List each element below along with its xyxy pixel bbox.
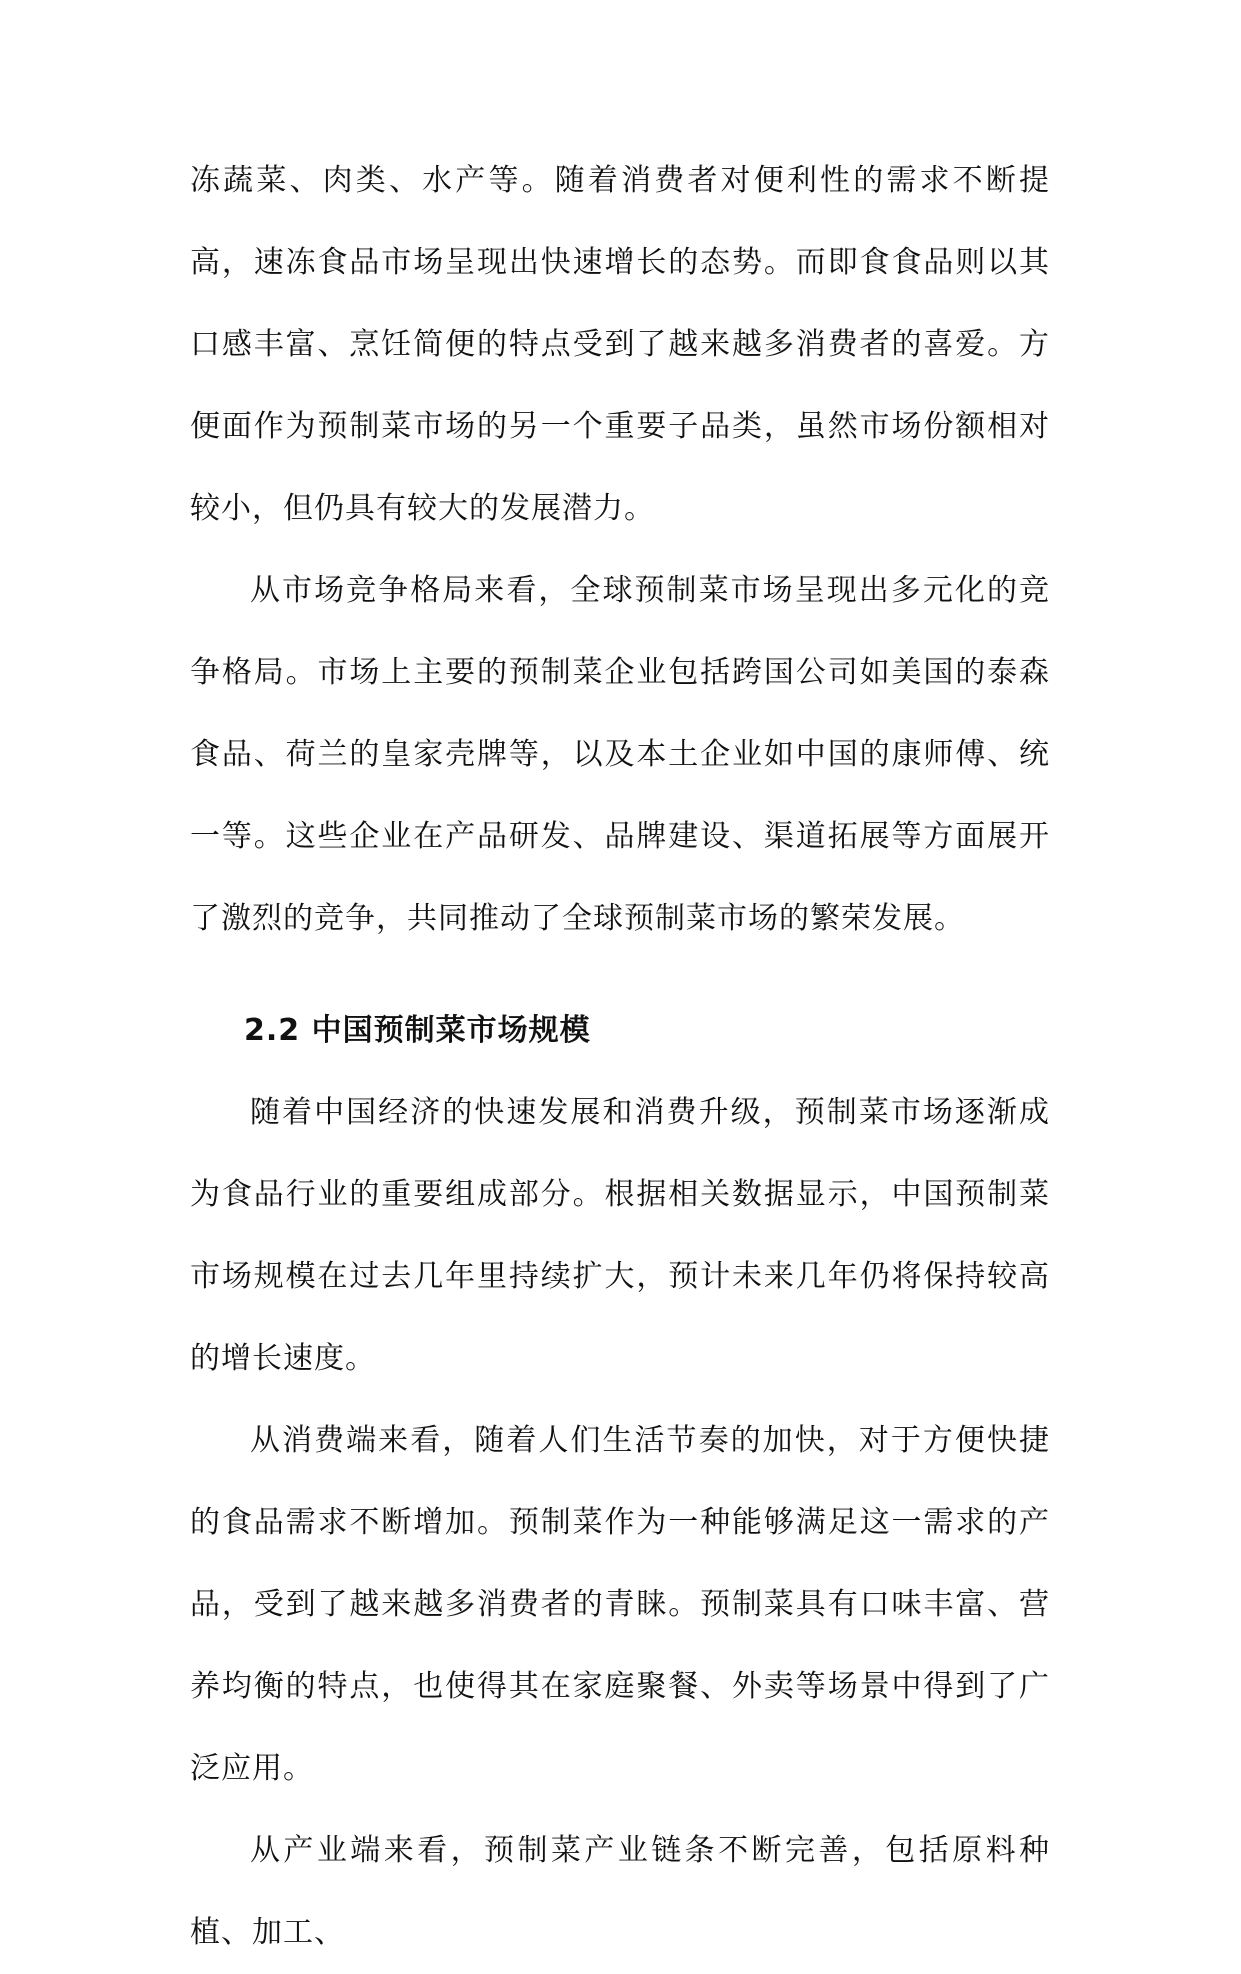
paragraph-competition: 从市场竞争格局来看，全球预制菜市场呈现出多元化的竞争格局。市场上主要的预制菜企业包括跨国公司如美国的泰森食品、荷兰的皇家壳牌等，以及本土企业如中国的康师傅、统一等。这些企业在产品研发、品牌建设、渠道拓展等方面展开了激烈的竞争，共同推动了全球预制菜市场的繁荣发展。	[190, 573, 1050, 936]
document-body	[190, 140, 1050, 1974]
paragraph-market-scale: 随着中国经济的快速发展和消费升级，预制菜市场逐渐成为食品行业的重要组成部分。根据相关数据显示，中国预制菜市场规模在过去几年里持续扩大，预计未来几年仍将保持较高的增长速度。	[190, 1095, 1050, 1376]
paragraph-industry-side: 从产业端来看，预制菜产业链条不断完善，包括原料种植、加工、	[190, 1833, 1050, 1950]
paragraph-continued: 冻蔬菜、肉类、水产等。随着消费者对便利性的需求不断提高，速冻食品市场呈现出快速增长的态势。而即食食品则以其口感丰富、烹饪简便的特点受到了越来越多消费者的喜爱。方便面作为预制菜市场的另一个重要子品类，虽然市场份额相对较小，但仍具有较大的发展潜力。	[190, 163, 1050, 526]
section-heading: 2.2 中国预制菜市场规模	[244, 1013, 591, 1048]
paragraph-consumer-side: 从消费端来看，随着人们生活节奏的加快，对于方便快捷的食品需求不断增加。预制菜作为一种能够满足这一需求的产品，受到了越来越多消费者的青睐。预制菜具有口味丰富、营养均衡的特点，也使得其在家庭聚餐、外卖等场景中得到了广泛应用。	[190, 1423, 1050, 1786]
